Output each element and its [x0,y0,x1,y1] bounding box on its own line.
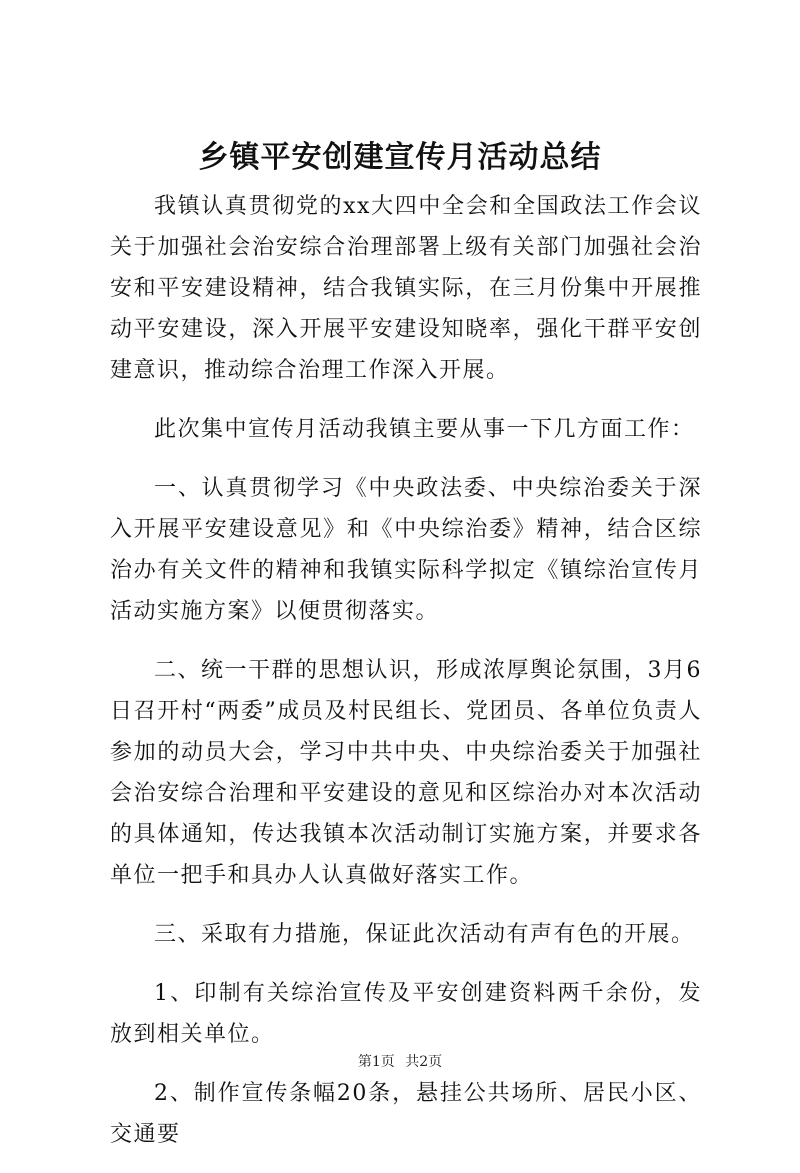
paragraph-item-3: 三、采取有力措施，保证此次活动有声有色的开展。 [154,922,695,947]
page-total: 共2页 [405,1054,443,1070]
paragraph-item-2: 二、统一干群的思想认识，形成浓厚舆论氛围，3月6日召开村“两委”成员及村民组长、党团员、各单位负责人参加的动员大会，学习中共中央、中央综治委关于加强社会治安综合治理和平安建设的意见和区综治办对本次活动的具体通知，传达我镇本次活动制订实施方案，并要求各单位一把手和具办人认真做好落实工作。 [110,658,702,888]
page-footer [0,1052,800,1072]
page-number: 第1页 [357,1054,395,1070]
paragraph-item-1: 一、认真贯彻学习《中央政法委、中央综治委关于深入开展平安建设意见》和《中央综治委》精神，结合区综治办有关文件的精神和我镇实际科学拟定《镇综治宣传月活动实施方案》以便贯彻落实。 [110,476,702,624]
paragraph-intro: 我镇认真贯彻党的xx大四中全会和全国政法工作会议关于加强社会治安综合治理部署上级有关部门加强社会治安和平安建设精神，结合我镇实际，在三月份集中开展推动平安建设，深入开展平安建设知晓率，强化干群平安创建意识，推动综合治理工作深入开展。 [110,194,702,383]
paragraph-subitem-2: 2、制作宣传条幅20条，悬挂公共场所、居民小区、交通要 [110,1081,702,1147]
paragraph-overview: 此次集中宣传月活动我镇主要从事一下几方面工作： [154,417,695,442]
document-body [110,186,702,1173]
document-title: 乡镇平安创建宣传月活动总结 [198,140,602,175]
paragraph-subitem-1: 1、印制有关综治宣传及平安创建资料两千余份，发放到相关单位。 [110,981,702,1047]
